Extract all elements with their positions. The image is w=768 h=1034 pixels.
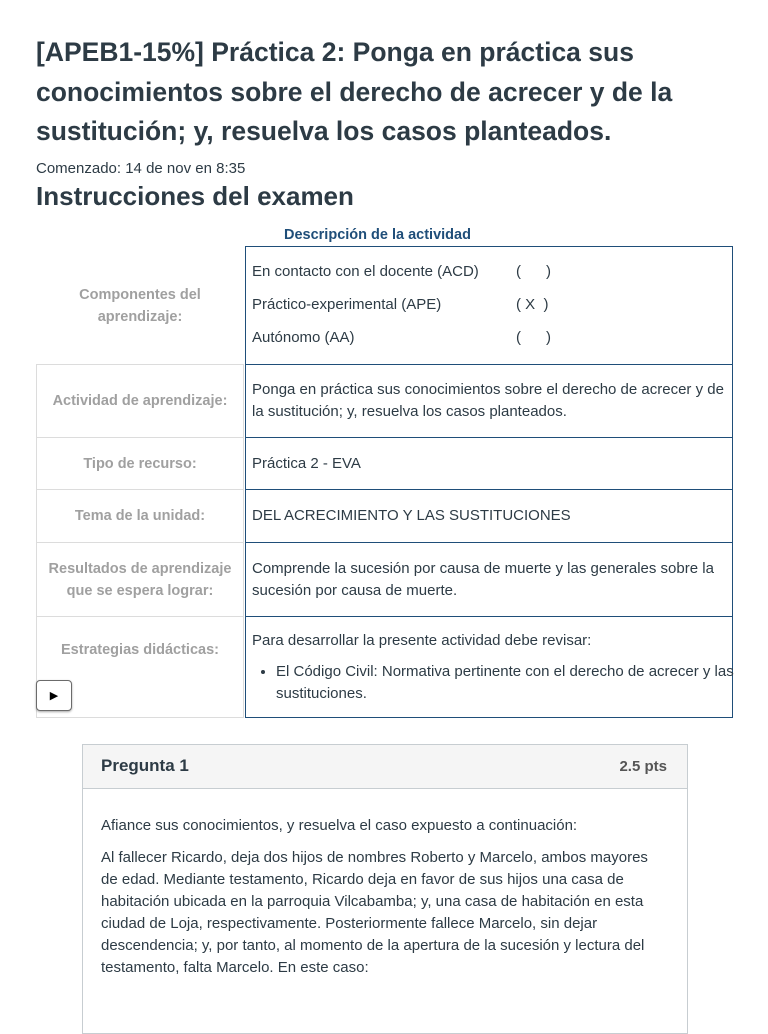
component-label: Autónomo (AA) — [252, 329, 355, 346]
components-list — [252, 261, 722, 360]
question-card — [82, 744, 688, 1034]
component-mark: ( X ) — [516, 296, 549, 313]
table-row-outcomes — [36, 542, 733, 617]
table-row-components — [36, 246, 733, 365]
component-option — [252, 294, 722, 327]
component-option — [252, 261, 722, 294]
question-body — [101, 815, 681, 989]
strategies-item: • El Código Civil: Normativa pertinente con el derecho de acrecer y las sustituciones. — [276, 661, 752, 705]
strategies-cell — [245, 616, 733, 718]
instructions-heading: Instrucciones del examen — [36, 181, 354, 211]
component-label: En contacto con el docente (ACD) — [252, 263, 479, 280]
question-points: 2.5 pts — [619, 758, 667, 775]
question-intro: Afiance sus conocimientos, y resuelva el caso expuesto a continuación: — [101, 817, 578, 834]
outcomes-label: Resultados de aprendizaje que se espera lograr: — [36, 542, 244, 617]
table-row-resource — [36, 437, 733, 490]
question-case — [101, 847, 681, 979]
question-case-line: testamento, falta Marcelo. En este caso: — [101, 959, 369, 976]
component-mark: ( ) — [516, 263, 551, 280]
question-case-line: descendencia; y, por tanto, al momento de la apertura de la sucesión y lectura del — [101, 937, 645, 954]
question-case-line: de edad. Mediante testamento, Ricardo deja en favor de sus hijos una casa de — [101, 871, 624, 888]
outcomes-value: Comprende la sucesión por causa de muerte y las generales sobre la sucesión por causa de muerte. — [245, 542, 733, 617]
question-case-line: Al fallecer Ricardo, deja dos hijos de nombres Roberto y Marcelo, ambos mayores — [101, 849, 648, 866]
component-option — [252, 327, 722, 360]
strategies-intro: Para desarrollar la presente actividad debe revisar: — [252, 632, 592, 649]
resource-label: Tipo de recurso: — [36, 437, 244, 490]
play-button[interactable]: ▶ — [36, 680, 72, 711]
question-case-line: habitación ubicada en la parroquia Vilcabamba; y, una casa de habitación en esta — [101, 893, 644, 910]
activity-value: Ponga en práctica sus conocimientos sobre el derecho de acrecer y de la sustitución; y, resuelva los casos planteados. — [245, 364, 733, 438]
topic-label: Tema de la unidad: — [36, 489, 244, 543]
question-title: Pregunta 1 — [101, 756, 189, 775]
table-caption: Descripción de la actividad — [284, 227, 471, 243]
table-row-topic — [36, 489, 733, 543]
activity-label: Actividad de aprendizaje: — [36, 364, 244, 438]
table-row-strategies — [36, 616, 733, 718]
table-row-activity — [36, 364, 733, 438]
strategies-label: Estrategias didácticas: — [36, 616, 244, 718]
components-label: Componentes del aprendizaje: — [79, 286, 201, 325]
component-label: Práctico-experimental (APE) — [252, 296, 442, 313]
topic-value: DEL ACRECIMIENTO Y LAS SUSTITUCIONES — [245, 489, 733, 543]
resource-value: Práctica 2 - EVA — [245, 437, 733, 490]
component-mark: ( ) — [516, 329, 551, 346]
strategies-list — [252, 661, 752, 705]
question-header — [83, 745, 687, 789]
page-title: [APEB1-15%] Práctica 2: Ponga en práctica sus conocimientos sobre el derecho de acrecer y de la sustitución; y, resuelva los casos planteados. — [36, 37, 673, 146]
components-cell — [245, 246, 733, 365]
started-timestamp: Comenzado: 14 de nov en 8:35 — [36, 160, 246, 177]
question-case-line: ciudad de Loja, respectivamente. Posteriormente fallece Marcelo, sin dejar — [101, 915, 598, 932]
